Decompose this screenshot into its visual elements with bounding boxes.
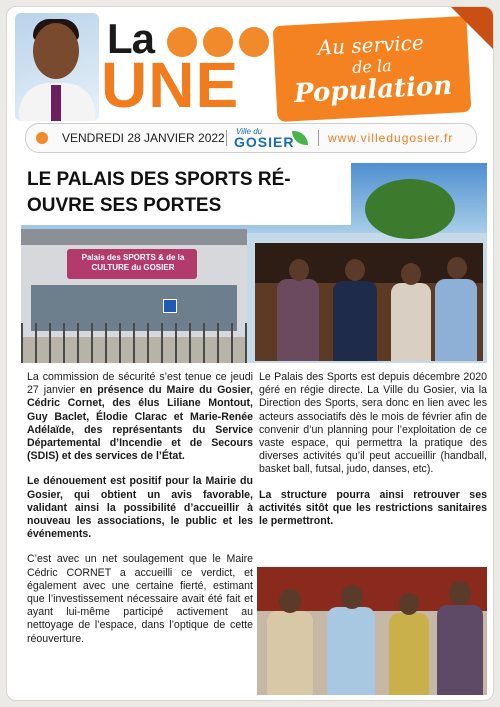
logo-ville-text: Ville du [236, 127, 263, 136]
website-link[interactable]: www.villedugosier.fr [328, 131, 454, 145]
paragraph-text: La commission de sécurité s’est tenue ce jeudi 27 janvier [27, 371, 253, 397]
officials-group-photo [255, 243, 483, 361]
person-head [401, 263, 421, 285]
divider [318, 130, 319, 146]
person-head [279, 589, 301, 613]
masthead-une: UNE [101, 49, 240, 121]
article-column-1 [27, 371, 253, 658]
slogan-line-2: de la [351, 55, 393, 78]
person [333, 281, 377, 361]
article-column-2 [259, 371, 487, 540]
article-headline: LE PALAIS DES SPORTS RÉ-OUVRE SES PORTES [27, 169, 291, 216]
paragraph [27, 553, 253, 645]
building-roof [21, 229, 247, 245]
person [389, 613, 429, 695]
person-head [399, 593, 419, 615]
fence [21, 323, 247, 363]
newsletter-page [6, 6, 494, 701]
road-sign-icon [163, 299, 177, 313]
person [277, 279, 319, 361]
hero-section [21, 163, 487, 363]
person [437, 605, 483, 695]
masthead-la: La [107, 15, 155, 62]
paragraph-text: C’est avec un net soulagement que le Maire Cédric CORNET a accueilli ce verdict, et également avec une certaine fierté, estimant que l’investissement nécessaire avait été fait et ayant lui-même participé activement au nettoyage de l’espace, dans l’optique de cette réouverture. [27, 553, 253, 645]
slogan-line-1: Au service [317, 30, 425, 60]
paragraph-bold-text: Le dénouement est positif pour la Mairie du Gosier, qui obtient un avis favorable, validant ainsi la possibilité d’accueillir à nouveau les associations, le public et les événements. [27, 475, 253, 541]
building-sign-text: Palais des SPORTS & de la CULTURE du GOSIER [81, 253, 185, 272]
slogan-banner [273, 16, 472, 122]
paragraph [27, 371, 253, 463]
person [435, 279, 477, 361]
orange-dot [239, 27, 269, 57]
issue-date: VENDREDI 28 JANVIER 2022 [62, 131, 225, 145]
portrait-tie [51, 85, 61, 121]
person-head [289, 259, 309, 281]
portrait-face [33, 23, 79, 79]
bullet-icon [36, 132, 48, 144]
divider [226, 130, 227, 146]
headline-box [21, 163, 351, 225]
person [391, 283, 431, 361]
mayor-portrait [15, 13, 99, 121]
paragraph [259, 489, 487, 529]
paragraph-text: Le Palais des Sports est depuis décembre 2020 géré en régie directe. La Ville du Gosier, via la Direction des Sports, sera donc en lien avec les acteurs associatifs dès le mois de février afin de convenir d’un planning pour l’exploitation de ce vaste espace, qui permettra la pratique des diverses activités qu’il peut accueillir (handball, basket ball, futsal, judo, danses, etc). [259, 371, 487, 476]
paragraph-bold-text: La structure pourra ainsi retrouver ses activités sitôt que les restrictions sanitaires le permettront. [259, 488, 487, 528]
tree-foliage [365, 179, 455, 239]
paragraph [259, 371, 487, 477]
masked-visitors-photo [257, 567, 487, 695]
date-bar [25, 123, 477, 153]
person [267, 611, 313, 695]
paragraph [27, 475, 253, 541]
person-head [449, 581, 471, 605]
person-head [345, 259, 365, 281]
paragraph-bold-text: en présence du Maire du Gosier, Cédric Cornet, des élus Liliane Montout, Guy Baclet, Élodie Clarac et Marie-Renée Adélaïde, des représentants du Service Départemental d’Incendie et de Secours (SDIS) et des services de l’État. [27, 384, 253, 463]
slogan-line-3: Population [293, 70, 453, 110]
gosier-logo [234, 127, 310, 149]
logo-gosier-text: GOSIER [234, 134, 295, 150]
person-head [447, 257, 467, 279]
page-curl-corner [451, 7, 493, 49]
person-head [341, 585, 363, 609]
palais-des-sports-photo [21, 229, 247, 337]
person [327, 607, 375, 695]
